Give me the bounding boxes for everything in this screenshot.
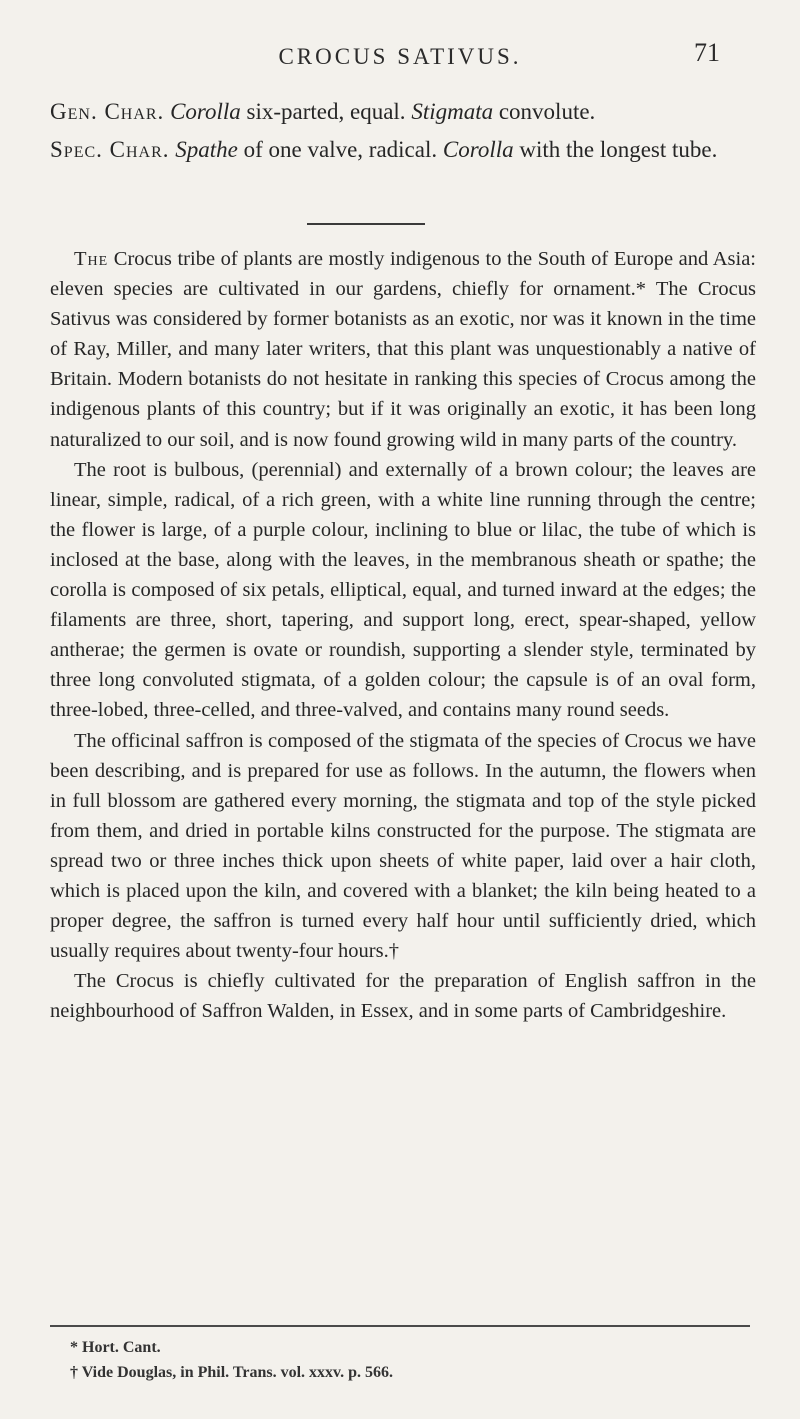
main-text	[50, 244, 756, 1026]
paragraph-lead-word: The	[74, 248, 109, 270]
page-number: 71	[694, 38, 720, 67]
paragraph-description: The root is bulbous, (perennial) and externally of a brown colour; the leaves are linear, simple, radical, of a rich green, with a white line running through the centre; the flower is large, of a purple colour, inclining to blue or lilac, the tube of which is inclosed at the base, along with the leaves, in the membranous sheath or spathe; the corolla is composed of six petals, elliptical, equal, and turned inward at the edges; the filaments are three, short, tapering, and support long, erect, spear-shaped, yellow antherae; the germen is ovate or roundish, supporting a slender style, terminated by three long convoluted stigmata, of a golden colour; the capsule is of an oval form, three-lobed, three-celled, and three-valved, and contains many round seeds.	[50, 458, 756, 722]
paragraph-cultivation: The Crocus is chiefly cultivated for the preparation of English saffron in the neighbourhood of Saffron Walden, in Essex, and in some parts of Cambridgeshire.	[50, 970, 756, 1023]
footnotes	[50, 1335, 750, 1385]
gen-text-1: six-parted, equal.	[240, 99, 412, 124]
spec-text-2: with the longest tube.	[513, 137, 718, 162]
paragraph-intro	[50, 244, 756, 455]
gen-text-2: convolute.	[493, 99, 596, 124]
spec-text-1: of one valve, radical.	[237, 137, 443, 162]
footnote-divider	[50, 1325, 750, 1327]
generic-character	[50, 96, 756, 128]
running-head: CROCUS SATIVUS.	[278, 44, 522, 69]
gen-stigmata-term: Stigmata	[411, 99, 494, 124]
spec-spathe-term: Spathe	[175, 137, 238, 162]
section-divider	[307, 223, 425, 225]
specific-character	[50, 134, 756, 166]
spec-corolla-term: Corolla	[442, 137, 514, 162]
gen-corolla-term: Corolla	[170, 99, 241, 124]
footnote-2: † Vide Douglas, in Phil. Trans. vol. xxxv. p. 566.	[70, 1364, 394, 1381]
footnote-1: * Hort. Cant.	[70, 1339, 161, 1356]
gen-char-label: Gen. Char.	[50, 99, 165, 124]
spec-char-label: Spec. Char.	[50, 137, 170, 162]
paragraph-intro-text: Crocus tribe of plants are mostly indigenous to the South of Europe and Asia: eleven species are cultivated in our gardens, chiefly for ornament.* The Crocus Sativus was considered by former botanists as an exotic, nor was it known in the time of Ray, Miller, and many later writers, that this plant was unquestionably a native of Britain. Modern botanists do not hesitate in ranking this species of Crocus among the indigenous plants of this country; but if it was originally an exotic, it has been long naturalized to our soil, and is now found growing wild in many parts of the country.	[50, 248, 756, 451]
paragraph-saffron-preparation: The officinal saffron is composed of the stigmata of the species of Crocus we have been describing, and is prepared for use as follows. In the autumn, the flowers when in full blossom are gathered every morning, the stigmata and top of the style picked from them, and dried in portable kilns constructed for the purpose. The stigmata are spread two or three inches thick upon sheets of white paper, laid over a hair cloth, which is placed upon the kiln, and covered with a blanket; the kiln being heated to a proper degree, the saffron is turned every half hour until sufficiently dried, which usually requires about twenty-four hours.†	[50, 729, 756, 963]
